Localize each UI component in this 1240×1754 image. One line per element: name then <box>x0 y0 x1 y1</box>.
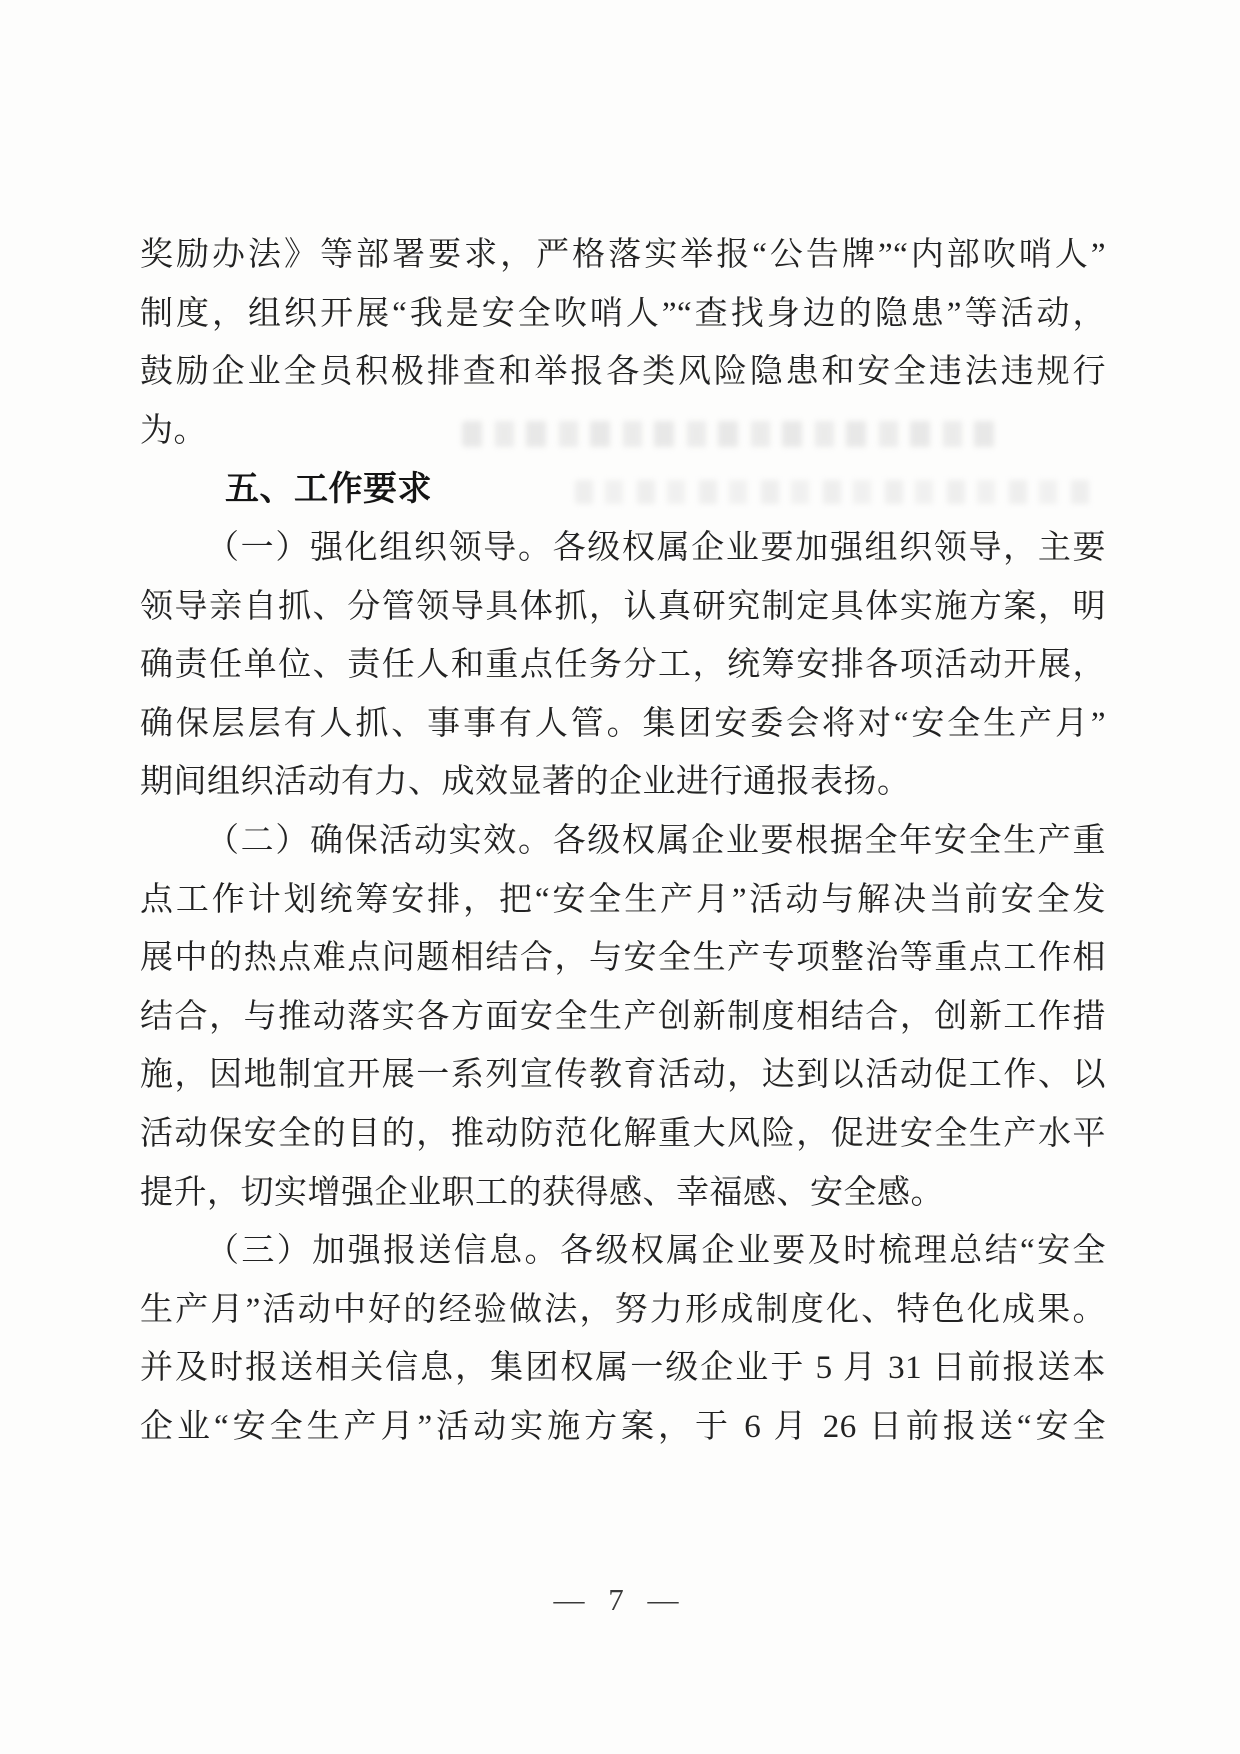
section-heading: 五、工作要求 <box>225 470 432 509</box>
text-line: 点工作计划统筹安排，把“安全生产月”活动与解决当前安全发 <box>140 881 1106 918</box>
text-line: 施，因地制宜开展一系列宣传教育活动，达到以活动促工作、以 <box>140 1057 1106 1094</box>
text-line: 为。 <box>140 412 207 449</box>
text-line: 确保层层有人抓、事事有人管。集团安委会将对“安全生产月” <box>140 705 1106 742</box>
text-line: 期间组织活动有力、成效显著的企业进行通报表扬。 <box>140 764 911 801</box>
text-line: 展中的热点难点问题相结合，与安全生产专项整治等重点工作相 <box>140 940 1106 977</box>
text-line: （三）加强报送信息。各级权属企业要及时梳理总结“安全 <box>206 1233 1106 1270</box>
text-line: 领导亲自抓、分管领导具体抓，认真研究制定具体实施方案，明 <box>140 588 1106 625</box>
text-line: 确责任单位、责任人和重点任务分工，统筹安排各项活动开展， <box>140 647 1106 684</box>
text-line: 奖励办法》等部署要求，严格落实举报“公告牌”“内部吹哨人” <box>140 237 1106 273</box>
text-line: （一）强化组织领导。各级权属企业要加强组织领导，主要 <box>206 529 1106 566</box>
text-line: 生产月”活动中好的经验做法，努力形成制度化、特色化成果。 <box>140 1291 1106 1328</box>
document-body <box>140 226 1106 1456</box>
text-line: 活动保安全的目的，推动防范化解重大风险，促进安全生产水平 <box>140 1115 1106 1152</box>
text-line: （二）确保活动实效。各级权属企业要根据全年安全生产重 <box>206 822 1106 859</box>
text-line: 制度，组织开展“我是安全吹哨人”“查找身边的隐患”等活动， <box>140 295 1106 332</box>
text-line: 结合，与推动落实各方面安全生产创新制度相结合，创新工作措 <box>140 998 1106 1035</box>
page-number: — 7 — <box>553 1582 687 1617</box>
text-line: 鼓励企业全员积极排查和举报各类风险隐患和安全违法违规行 <box>140 354 1106 391</box>
text-line: 企业“安全生产月”活动实施方案，于 6 月 26 日前报送“安全 <box>140 1408 1106 1445</box>
text-line: 并及时报送相关信息，集团权属一级企业于 5 月 31 日前报送本 <box>140 1350 1107 1387</box>
text-line: 提升，切实增强企业职工的获得感、幸福感、安全感。 <box>140 1174 944 1211</box>
